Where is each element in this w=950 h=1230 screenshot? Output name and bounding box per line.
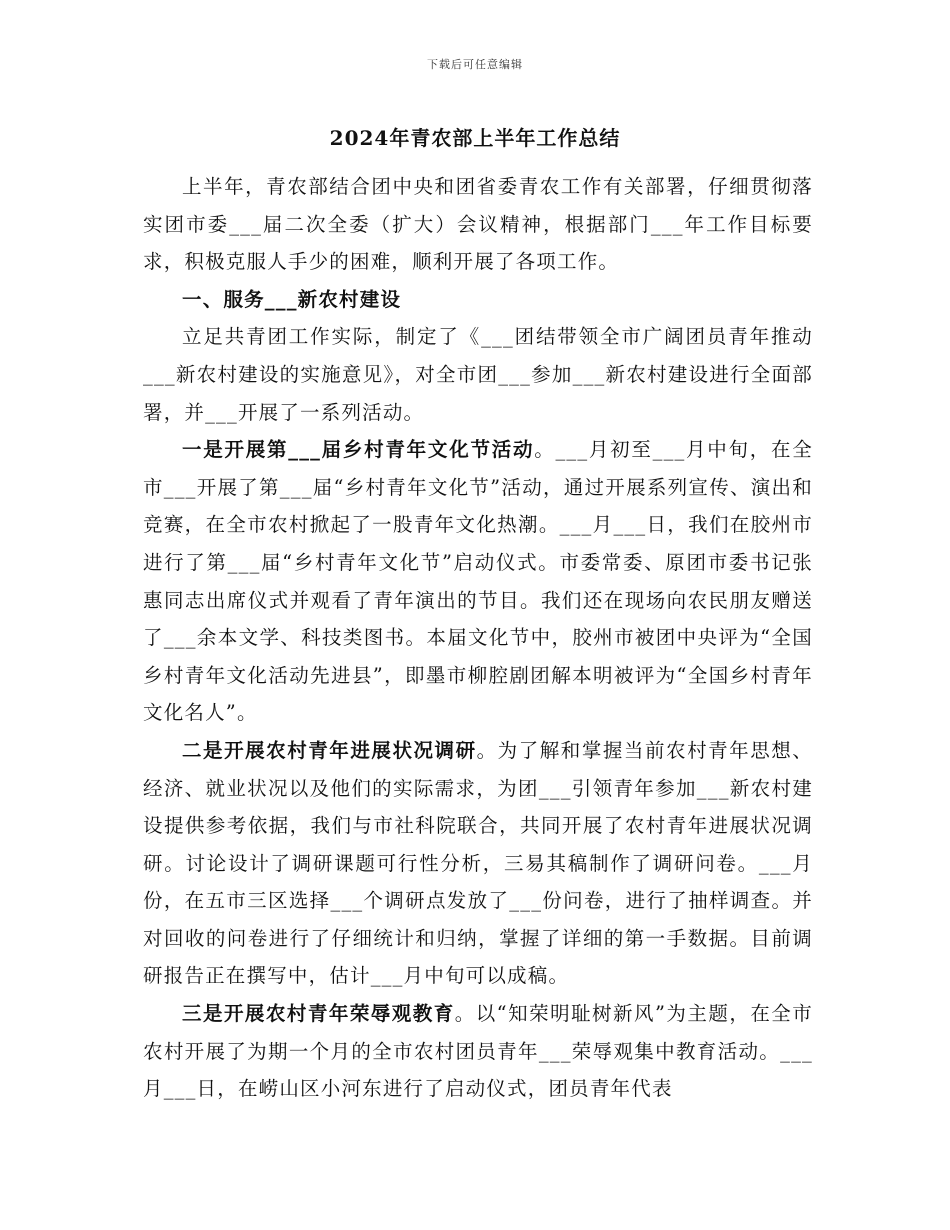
section-heading: 一、服务___新农村建设: [182, 287, 402, 311]
intro-paragraph: 上半年，青农部结合团中央和团省委青农工作有关部署，仔细贯彻落实团市委___届二次全委（扩大）会议精神，根据部门___年工作目标要求，积极克服人手少的困难，顺利开展了各项工作。: [143, 175, 813, 274]
item-paragraph-culture-festival: [143, 431, 813, 732]
item-paragraph-education: [143, 995, 813, 1108]
page-header: 下载后可任意编辑: [427, 58, 523, 71]
item-text: 。___月初至___月中旬，在全市___开展了第___届“乡村青年文化节”活动，通过开展系列宣传、演出和竞赛，在全市农村掀起了一股青年文化热潮。___月___日，我们在胶州市进行了第___届“乡村青年文化节”启动仪式。市委常委、原团市委书记张惠同志出席仪式并观看了青年演出的节目。我们还在现场向农民朋友赠送了___余本文学、科技类图书。本届文化节中，胶州市被团中央评为“全国乡村青年文化活动先进县”，即墨市柳腔剧团解本明被评为“全国乡村青年文化名人”。: [143, 438, 813, 725]
section-paragraph: 立足共青团工作实际，制定了《___团结带领全市广阔团员青年推动___新农村建设的实施意见》，对全市团___参加___新农村建设进行全面部署，并___开展了一系列活动。: [143, 325, 813, 424]
item-lead: 二是开展农村青年进展状况调研: [182, 738, 477, 762]
item-text: 。以“知荣明耻树新风”为主题，在全市农村开展了为期一个月的全市农村团员青年___荣辱观集中教育活动。___月___日，在崂山区小河东进行了启动仪式，团员青年代表: [143, 1002, 813, 1101]
item-paragraph-survey: [143, 732, 813, 995]
item-text: 。为了解和掌握当前农村青年思想、经济、就业状况以及他们的实际需求，为团___引领青年参加___新农村建设提供参考依据，我们与市社科院联合，共同开展了农村青年进展状况调研。讨论设计了调研课题可行性分析，三易其稿制作了调研问卷。___月份，在五市三区选择___个调研点发放了___份问卷，进行了抽样调查。并对回收的问卷进行了仔细统计和归纳，掌握了详细的第一手数据。目前调研报告正在撰写中，估计___月中旬可以成稿。: [143, 738, 813, 988]
item-lead: 一是开展第___届乡村青年文化节活动: [182, 438, 535, 462]
item-lead: 三是开展农村青年荣辱观教育: [182, 1002, 455, 1026]
document-title: 2024年青农部上半年工作总结: [329, 126, 621, 150]
document-body: [143, 168, 813, 1108]
